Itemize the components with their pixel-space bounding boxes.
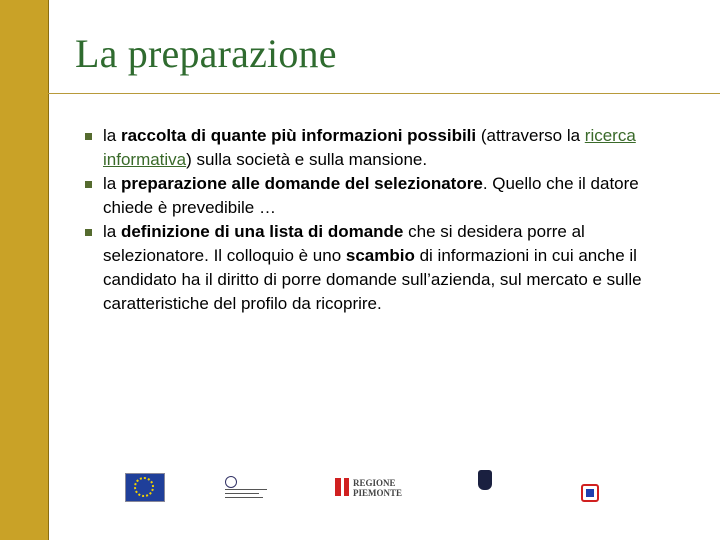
bullet-marker-icon <box>85 181 92 188</box>
bullet-list <box>85 124 645 316</box>
bullet-text: (attraverso la <box>476 126 585 145</box>
bullet-marker-icon <box>85 229 92 236</box>
bullet-text: la <box>103 222 121 241</box>
bullet-text: di informazioni in cui anche il candidato ha il diritto di porre domande sull’azienda, sul mercato e sulle caratteristiche del profilo da ricoprire. <box>103 246 642 313</box>
eu-flag-icon <box>125 473 165 502</box>
bullet-text: . Quello che il datore chiede è prevedibile … <box>103 174 639 217</box>
bullet-item <box>85 172 645 220</box>
regione-piemonte-icon <box>335 478 403 500</box>
regione-label: REGIONE PIEMONTE <box>353 478 403 498</box>
bullet-text: che si desidera porre al selezionatore. Il colloquio è uno <box>103 222 585 265</box>
bullet-text: ) sulla società e sulla mansione. <box>186 150 428 169</box>
fse-logo-icon <box>225 476 267 498</box>
bullet-bold: preparazione alle domande del selezionatore <box>120 174 483 193</box>
side-accent-bar <box>0 0 49 540</box>
title-divider <box>48 93 720 94</box>
bullet-bold: definizione di una lista di domande <box>120 222 404 241</box>
ricerca-informativa-link[interactable]: ricerca informativa <box>103 126 636 169</box>
bullet-item <box>85 124 645 172</box>
provincia-emblem-icon <box>462 468 508 506</box>
partner-logo-icon <box>575 472 611 506</box>
bullet-text: la <box>103 174 121 193</box>
bullet-bold: raccolta di quante più informazioni possibili <box>120 126 477 145</box>
bullet-item <box>85 220 645 316</box>
bullet-marker-icon <box>85 133 92 140</box>
bullet-bold: scambio <box>345 246 415 265</box>
slide-title: La preparazione <box>75 31 337 76</box>
sponsor-logos <box>120 468 620 508</box>
bullet-text: la <box>103 126 121 145</box>
